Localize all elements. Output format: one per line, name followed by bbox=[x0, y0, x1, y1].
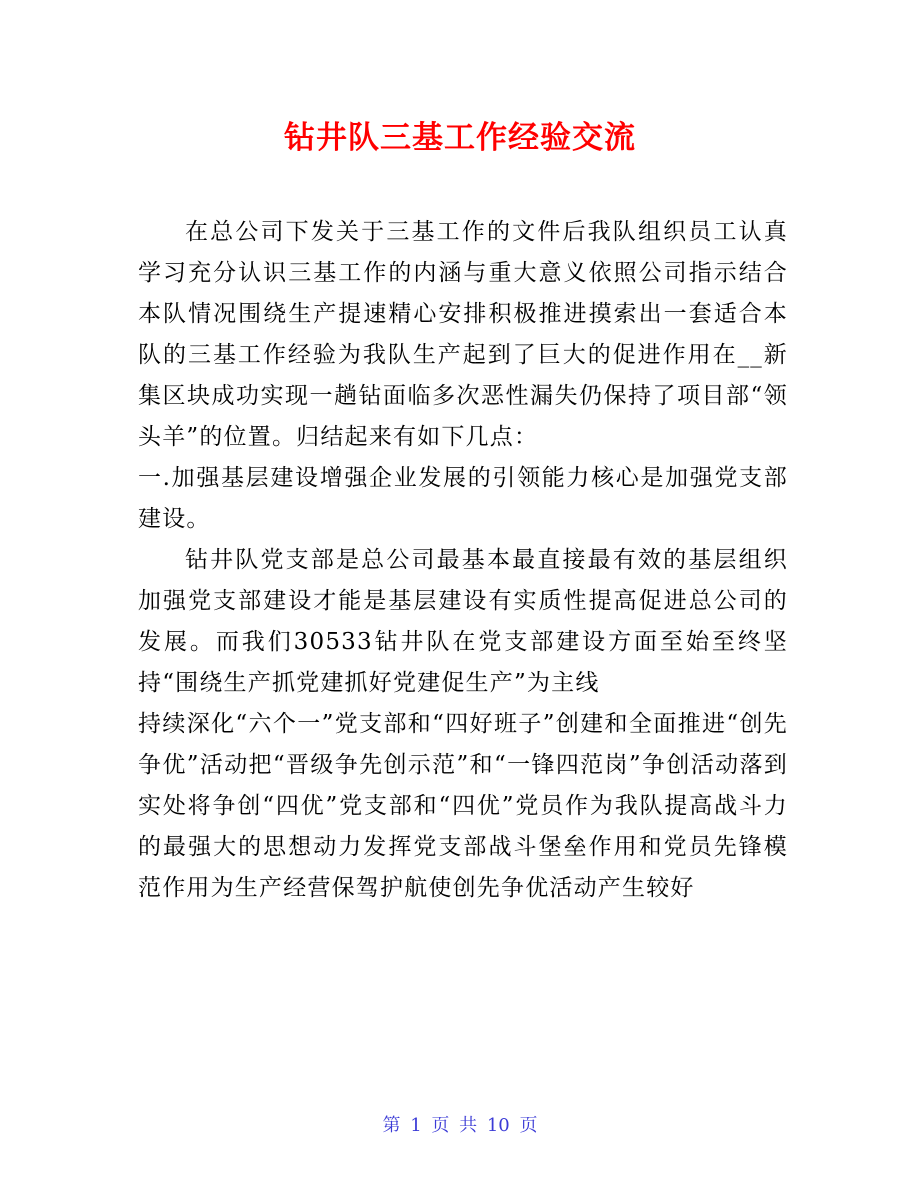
document-body bbox=[138, 212, 788, 909]
paragraph-continued: 持续深化“六个一”党支部和“四好班子”创建和全面推进“创先争优”活动把“晋级争先创示范”和“一锋四范岗”争创活动落到实处将争创“四优”党支部和“四优”党员作为我队提高战斗力的最强大的思想动力发挥党支部战斗堡垒作用和党员先锋模范作用为生产经营保驾护航使创先争优活动产生较好 bbox=[138, 711, 788, 901]
paragraph-party-branch: 钻井队党支部是总公司最基本最直接最有效的基层组织加强党支部建设才能是基层建设有实质性提高促进总公司的发展。而我们30533钻井队在党支部建设方面至始至终坚持“围绕生产抓党建抓好党建促生产”为主线 bbox=[138, 547, 788, 696]
paragraph-heading-1: 一.加强基层建设增强企业发展的引领能力核心是加强党支部建设。 bbox=[138, 465, 788, 532]
paragraph-intro: 在总公司下发关于三基工作的文件后我队组织员工认真学习充分认识三基工作的内涵与重大意义依照公司指示结合本队情况围绕生产提速精心安排积极推进摸索出一套适合本队的三基工作经验为我队生产起到了巨大的促进作用在__新集区块成功实现一趟钻面临多次恶性漏失仍保持了项目部“领头羊”的位置。归结起来有如下几点： bbox=[138, 219, 788, 450]
page-number-footer: 第 1 页 共 10 页 bbox=[382, 1115, 538, 1136]
document-title: 钻井队三基工作经验交流 bbox=[284, 120, 636, 156]
